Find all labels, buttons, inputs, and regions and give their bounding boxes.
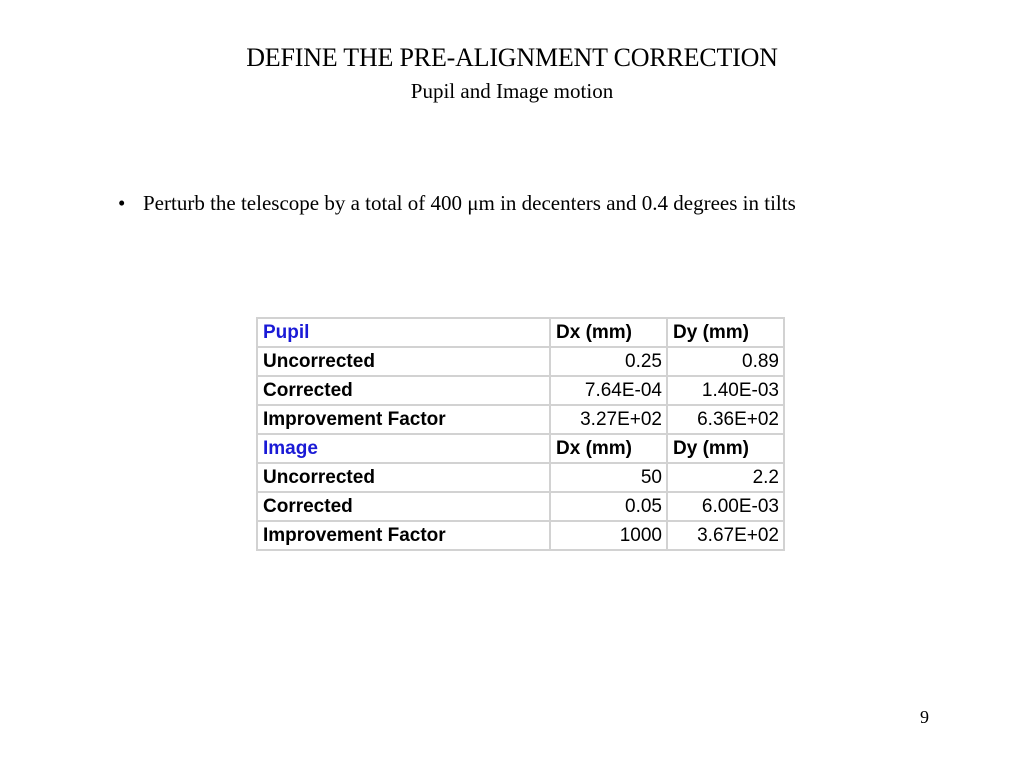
table-row — [257, 492, 784, 521]
table-row — [257, 347, 784, 376]
table-cell: 2.2 — [667, 463, 784, 492]
table-cell: 0.05 — [550, 492, 667, 521]
table-row — [257, 463, 784, 492]
table-cell: 0.89 — [667, 347, 784, 376]
table-section-header-image — [257, 434, 784, 463]
table-cell: Dy (mm) — [667, 318, 784, 347]
table-cell: 6.00E-03 — [667, 492, 784, 521]
table-cell: Dx (mm) — [550, 318, 667, 347]
page-number: 9 — [920, 707, 929, 727]
table-section-header-pupil — [257, 318, 784, 347]
bullet-item — [118, 189, 796, 217]
results-table — [256, 317, 785, 551]
slide-subtitle: Pupil and Image motion — [410, 79, 614, 103]
table-cell: 6.36E+02 — [667, 405, 784, 434]
table-cell: Corrected — [257, 376, 550, 405]
bullet-icon: • — [118, 191, 126, 215]
table-cell: 3.67E+02 — [667, 521, 784, 550]
table-cell: 1000 — [550, 521, 667, 550]
table-cell: Image — [257, 434, 550, 463]
table-cell: Dy (mm) — [667, 434, 784, 463]
table-cell: 7.64E-04 — [550, 376, 667, 405]
table-row — [257, 405, 784, 434]
table-cell: Improvement Factor — [257, 405, 550, 434]
table-row — [257, 521, 784, 550]
table-cell: Improvement Factor — [257, 521, 550, 550]
table-cell: 3.27E+02 — [550, 405, 667, 434]
table-row — [257, 376, 784, 405]
bullet-text: Perturb the telescope by a total of 400 μm in decenters and 0.4 degrees in tilts — [143, 191, 796, 215]
table-cell: Uncorrected — [257, 463, 550, 492]
table-cell: Uncorrected — [257, 347, 550, 376]
table-cell: 50 — [550, 463, 667, 492]
table-cell: Pupil — [257, 318, 550, 347]
table-cell: Corrected — [257, 492, 550, 521]
table-cell: 0.25 — [550, 347, 667, 376]
slide-title: DEFINE THE PRE-ALIGNMENT CORRECTION — [246, 43, 778, 72]
table-cell: Dx (mm) — [550, 434, 667, 463]
table-cell: 1.40E-03 — [667, 376, 784, 405]
